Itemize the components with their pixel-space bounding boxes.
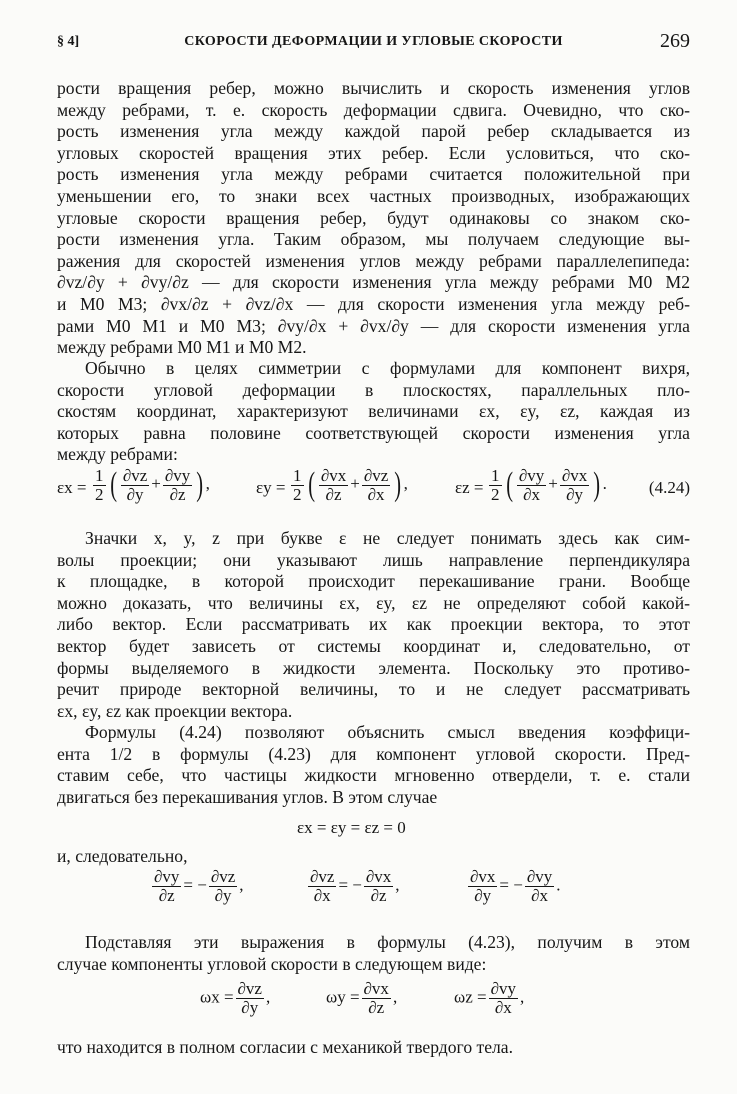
denominator: ∂x <box>367 484 385 504</box>
fraction <box>163 467 192 504</box>
text-line: Подставляя эти выражения в формулы (4.23), получим в этом <box>85 932 690 952</box>
text-line: можно доказать, что величины εx, εy, εz не определяют собой какой- <box>57 592 690 613</box>
fraction <box>152 868 181 905</box>
section-mark: § 4] <box>57 34 80 49</box>
text-line: εx, εy, εz как проекции вектора. <box>57 700 293 721</box>
denominator: 2 <box>95 484 104 504</box>
denominator: ∂x <box>313 886 331 905</box>
consequently-line <box>57 846 690 868</box>
numerator: ∂vx <box>365 867 392 886</box>
paragraph-2 <box>57 358 690 466</box>
text-line: рости изменения угла. Таким образом, мы получаем следующие вы- <box>57 229 690 250</box>
text-line: которых равна половине соответствующей скорости изменения угла <box>57 422 690 443</box>
numerator: ∂vy <box>490 979 516 998</box>
text-line: Обычно в целях симметрии с формулами для компонент вихря, <box>85 358 690 378</box>
numerator: 1 <box>491 465 500 485</box>
equals-minus: = − <box>499 875 523 895</box>
fraction <box>319 467 348 504</box>
omega-x-label: ωx = <box>200 987 234 1007</box>
fraction <box>308 868 336 905</box>
numerator: ∂vx <box>561 465 588 485</box>
denominator: ∂z <box>169 484 186 504</box>
fraction <box>362 467 390 504</box>
equation-partial-relations: $\frac{\partial vy}{\partial z}$ = − $\frac{\partial vz}{\partial y}$ , $\frac{\partial vz}{\partial x}$ = − $\frac{\partial vx}{\partial z}$ , $\frac{\partial vx}{\partial y}$ = − $\frac{\partial vy}{\partial x}$ . <box>154 867 561 905</box>
denominator: ∂y <box>126 484 144 504</box>
denominator: ∂y <box>241 998 259 1017</box>
text-line: скостям координат, характеризуют величинами εx, εy, εz, каждая из <box>57 401 690 422</box>
text-line: ∂vz/∂y + ∂vy/∂z — для скорости изменения угла между ребрами M0 M2 <box>57 272 690 293</box>
denominator: ∂z <box>158 886 175 905</box>
text-line: двигаться без перекашивания углов. В этом случае <box>57 786 438 807</box>
fraction <box>525 868 554 905</box>
text-line: речит природе векторной величины, то и не следует рассматривать <box>57 679 690 700</box>
fraction <box>364 868 393 905</box>
fraction <box>362 980 391 1017</box>
text-line: Формулы (4.24) позволяют объяснить смысл введения коэффици- <box>85 722 690 742</box>
page-number: 269 <box>660 30 690 52</box>
equals-minus: = − <box>183 875 207 895</box>
equation-strains-zero: εx = εy = εz = 0 <box>297 818 406 837</box>
equation-number: (4.24) <box>648 478 690 497</box>
numerator: 1 <box>293 465 302 485</box>
text-line: что находится в полном согласии с механикой твердого тела. <box>57 1037 514 1057</box>
text-line: ента 1/2 в формулы (4.23) для компонент угловой скорости. Пред- <box>57 743 690 764</box>
denominator: ∂x <box>523 484 540 504</box>
text-line: вектор будет зависеть от системы координат и, следовательно, от <box>57 635 690 656</box>
equation-angular-velocity: ωx = $\frac{\partial vz}{\partial y}$ , ωy = $\frac{\partial vx}{\partial z}$ , ωz = $\frac{\partial vy}{\partial x}$ , <box>200 979 525 1017</box>
text-line: рами M0 M1 и M0 M3; ∂vy/∂x + ∂vx/∂y — для скорости изменения угла <box>57 315 690 336</box>
text-line: рости вращения ребер, можно вычислить и скорость изменения углов <box>57 78 690 98</box>
omega-z-label: ωz = <box>454 987 487 1007</box>
denominator: 2 <box>293 484 302 504</box>
denominator: ∂x <box>531 886 548 905</box>
numerator: ∂vy <box>164 465 191 485</box>
omega-y-label: ωy = <box>326 987 360 1007</box>
denominator: ∂z <box>325 484 342 504</box>
denominator: ∂y <box>474 886 492 905</box>
text-line: либо вектор. Если рассматривать их как проекции вектора, то этот <box>57 614 690 635</box>
running-title: СКОРОСТИ ДЕФОРМАЦИИ И УГЛОВЫЕ СКОРОСТИ <box>184 34 563 49</box>
equation-4-24: εx = $\frac{1}{2}$ ( $\frac{\partial vz}{\partial y}$ + $\frac{\partial vy}{\partial z}$ ) , εy = $\frac{1}{2}$ ( $\frac{\partial vx}{\partial z}$ + $\frac{\partial vz}{\partial x}$ ) , εz = $\frac{1}{2}$ ( $\frac{\partial vy}{\partial x}$ + $\frac{\partial vx}{\partial y}$ ) . (4.24) <box>57 465 690 504</box>
text-line: случае компоненты угловой скорости в следующем виде: <box>57 953 487 974</box>
plus-sign: + <box>151 473 161 493</box>
denominator: 2 <box>491 484 500 504</box>
paragraph-4 <box>57 722 690 808</box>
numerator: ∂vz <box>210 867 236 886</box>
text-line: ражения для скоростей изменения углов между ребрами параллелепипеда: <box>57 250 690 271</box>
epsilon-y-label: εy = <box>256 478 286 497</box>
fraction <box>236 980 264 1017</box>
fraction <box>560 467 589 504</box>
text-line: формы выделяемого в жидкости элемента. Поскольку это противо- <box>57 657 690 678</box>
numerator: ∂vz <box>122 465 148 485</box>
text-line: ставим себе, что частицы жидкости мгновенно отвердели, т. е. стали <box>57 765 690 786</box>
paragraph-1 <box>57 78 690 359</box>
numerator: ∂vx <box>320 465 347 485</box>
text-line: между ребрами M0 M1 и M0 M2. <box>57 337 307 358</box>
text-line: рость изменения угла между каждой парой ребер складывается из <box>57 121 690 142</box>
numerator: ∂vx <box>363 979 389 998</box>
text-line: Значки x, y, z при букве ε не следует понимать здесь как сим- <box>85 528 690 548</box>
text-line: и M0 M3; ∂vx/∂z + ∂vz/∂x — для скорости изменения угла между реб- <box>57 293 690 314</box>
epsilon-z-label: εz = <box>455 478 484 497</box>
paragraph-5 <box>57 932 690 975</box>
fraction <box>468 868 497 905</box>
fraction-half <box>489 467 502 504</box>
numerator: ∂vy <box>526 867 553 886</box>
epsilon-x-label: εx = <box>57 478 87 497</box>
text-line: между ребрами, т. е. скорость деформации сдвига. Очевидно, что ско- <box>57 99 690 120</box>
denominator: ∂y <box>214 886 232 905</box>
text-line: рость изменения угла между ребрами считается положительной при <box>57 164 690 185</box>
fraction <box>209 868 237 905</box>
numerator: ∂vy <box>154 867 180 886</box>
denominator: ∂z <box>368 998 385 1017</box>
text-line: скорости угловой деформации в плоскостях, параллельных пло- <box>57 379 690 400</box>
denominator: ∂x <box>494 998 512 1017</box>
running-header <box>57 30 690 54</box>
fraction-half <box>93 467 106 504</box>
fraction <box>489 980 518 1017</box>
equals-minus: = − <box>338 875 362 895</box>
numerator: ∂vx <box>470 867 496 886</box>
text-line: уменьшении его, то знаки всех частных производных, изображающих <box>57 185 690 206</box>
denominator: ∂z <box>370 886 387 905</box>
numerator: ∂vz <box>310 867 335 886</box>
text-line: и, следовательно, <box>57 846 188 866</box>
fraction <box>121 467 149 504</box>
text-line: угловых скоростей вращения этих ребер. Если условиться, что ско- <box>57 142 690 163</box>
fraction <box>517 467 546 504</box>
plus-sign: + <box>350 473 360 493</box>
closing-line <box>57 1037 690 1059</box>
text-line: к площадке, в которой происходит перекашивание грани. Вообще <box>57 571 690 592</box>
text-line: волы проекции; они указывают лишь направление перпендикуляра <box>57 549 690 570</box>
numerator: ∂vy <box>518 465 545 485</box>
numerator: ∂vz <box>237 979 262 998</box>
text-line: угловые скорости вращения ребер, будут одинаковы со знаком ско- <box>57 207 690 228</box>
fraction-half <box>291 467 304 504</box>
numerator: ∂vz <box>363 465 389 485</box>
plus-sign: + <box>548 473 558 493</box>
numerator: 1 <box>95 465 104 485</box>
denominator: ∂y <box>566 484 583 504</box>
paragraph-3 <box>57 528 690 722</box>
text-line: между ребрами: <box>57 444 178 465</box>
